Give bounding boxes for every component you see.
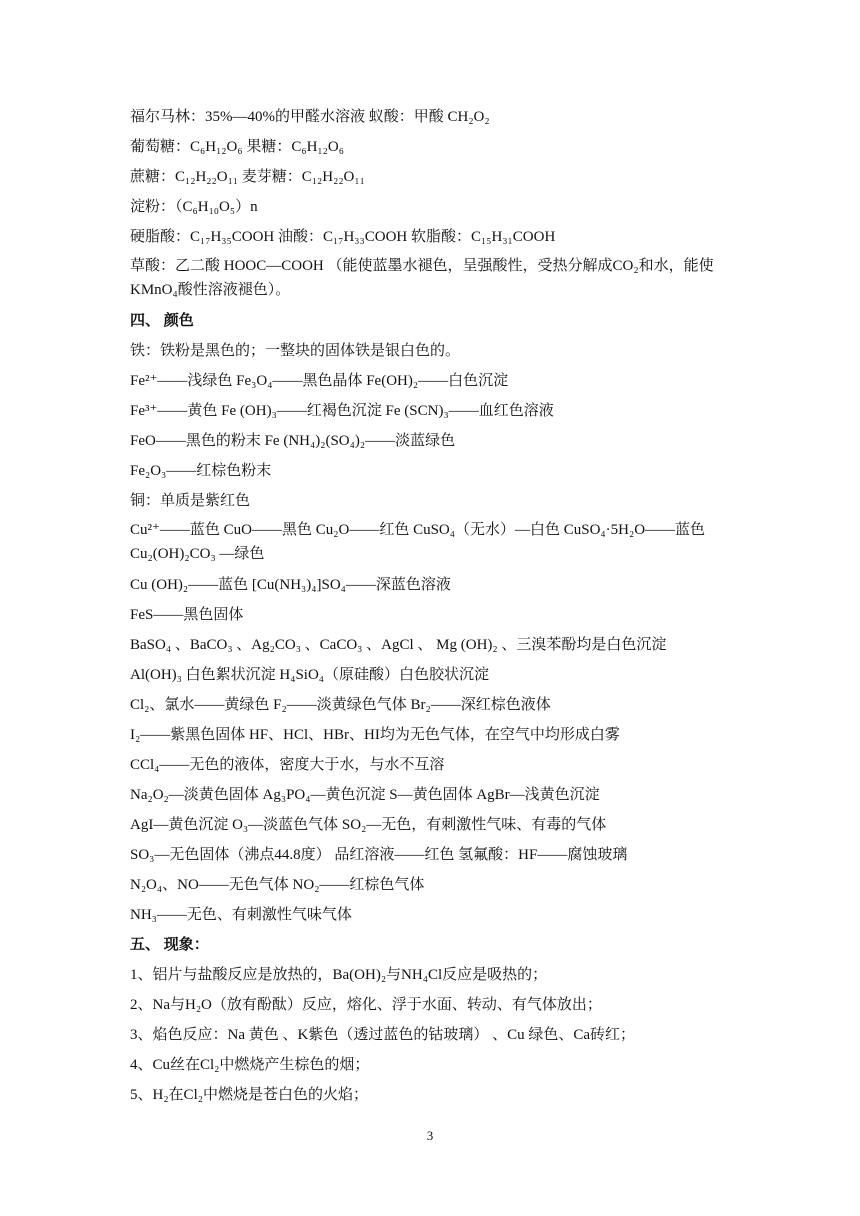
text-line: 铁：铁粉是黑色的；一整块的固体铁是银白色的。: [130, 343, 461, 359]
text-line: 福尔马林：35%—40%的甲醛水溶液 蚁酸：甲酸 CH₂O₂: [130, 109, 490, 125]
text-line: 淀粉：（C₆H₁₀O₅）n: [130, 199, 258, 215]
section-heading: 五、 现象：: [130, 937, 209, 953]
text-line: 铜：单质是紫红色: [130, 493, 251, 509]
text-line: BaSO₄ 、BaCO₃ 、Ag₂CO₃ 、CaCO₃ 、AgCl 、 Mg (OH)₂ 、三溴苯酚均是白色沉淀: [130, 637, 667, 653]
text-line: 3、焰色反应：Na 黄色 、K紫色（透过蓝色的钴玻璃） 、Cu 绿色、Ca砖红；: [130, 1027, 635, 1043]
text-line: AgI—黄色沉淀 O₃—淡蓝色气体 SO₂—无色，有刺激性气味、有毒的气体: [130, 817, 607, 833]
text-line: Cu (OH)₂——蓝色 [Cu(NH₃)₄]SO₄——深蓝色溶液: [130, 577, 451, 593]
text-line: Al(OH)₃ 白色絮状沉淀 H₄SiO₄（原硅酸）白色胶状沉淀: [130, 667, 490, 683]
text-line: NH₃——无色、有刺激性气味气体: [130, 907, 352, 923]
text-line: 草酸：乙二酸 HOOC—COOH （能使蓝墨水褪色，呈强酸性，受热分解成CO₂和水，能使KMnO₄酸性溶液褪色）。: [130, 258, 714, 298]
text-line: I₂——紫黑色固体 HF、HCl、HBr、HI均为无色气体，在空气中均形成白雾: [130, 727, 620, 743]
text-line: Fe²⁺——浅绿色 Fe₃O₄——黑色晶体 Fe(OH)₂——白色沉淀: [130, 373, 509, 389]
text-line: FeO——黑色的粉末 Fe (NH₄)₂(SO₄)₂——淡蓝绿色: [130, 433, 456, 449]
text-line: FeS——黑色固体: [130, 607, 244, 623]
text-line: Cl₂、氯水——黄绿色 F₂——淡黄绿色气体 Br₂——深红棕色液体: [130, 697, 551, 713]
document-body: [130, 104, 740, 1112]
text-line: 4、Cu丝在Cl₂中燃烧产生棕色的烟；: [130, 1057, 370, 1073]
text-line: Cu²⁺——蓝色 CuO——黑色 Cu₂O——红色 CuSO₄（无水）—白色 CuSO₄·5H₂O——蓝色 Cu₂(OH)₂CO₃ —绿色: [130, 522, 706, 562]
text-line: 蔗糖：C₁₂H₂₂O₁₁ 麦芽糖：C₁₂H₂₂O₁₁: [130, 169, 365, 185]
text-line: N₂O₄、NO——无色气体 NO₂——红棕色气体: [130, 877, 425, 893]
page-number: 3: [426, 1128, 434, 1143]
text-line: Fe₂O₃——红棕色粉末: [130, 463, 272, 479]
text-line: Fe³⁺——黄色 Fe (OH)₃——红褐色沉淀 Fe (SCN)₃——血红色溶液: [130, 403, 554, 419]
text-line: 5、H₂在Cl₂中燃烧是苍白色的火焰；: [130, 1087, 368, 1103]
text-line: 硬脂酸：C₁₇H₃₅COOH 油酸：C₁₇H₃₃COOH 软脂酸：C₁₅H₃₁COOH: [130, 229, 556, 245]
section-heading: 四、 颜色: [130, 313, 194, 329]
text-line: Na₂O₂—淡黄色固体 Ag₃PO₄—黄色沉淀 S—黄色固体 AgBr—浅黄色沉淀: [130, 787, 600, 803]
text-line: 葡萄糖：C₆H₁₂O₆ 果糖：C₆H₁₂O₆: [130, 139, 344, 155]
text-line: 1、铝片与盐酸反应是放热的，Ba(OH)₂与NH₄Cl反应是吸热的；: [130, 967, 548, 983]
text-line: 2、Na与H₂O（放有酚酞）反应，熔化、浮于水面、转动、有气体放出；: [130, 997, 602, 1013]
text-line: SO₃—无色固体（沸点44.8度） 品红溶液——红色 氢氟酸：HF——腐蚀玻璃: [130, 847, 628, 863]
text-line: CCl₄——无色的液体，密度大于水，与水不互溶: [130, 757, 445, 773]
